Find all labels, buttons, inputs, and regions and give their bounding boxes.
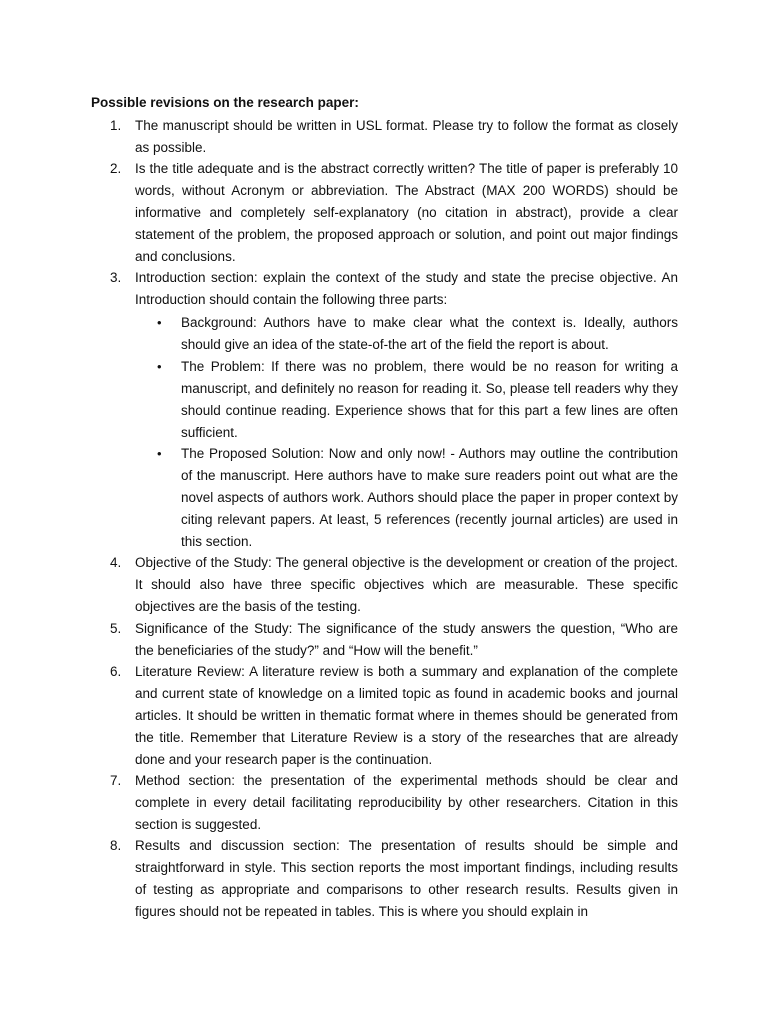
list-item-8	[110, 835, 678, 923]
list-item-text: Is the title adequate and is the abstract correctly written? The title of paper is preferably 10 words, without Acronym or abbreviation. The Abstract (MAX 200 WORDS) should be informative and completely self-explanatory (no citation in abstract), provide a clear statement of the problem, the proposed approach or solution, and point out major findings and conclusions.	[135, 161, 678, 264]
list-item-1	[110, 115, 678, 159]
list-item-number: 3.	[110, 270, 122, 285]
list-item-3	[110, 267, 678, 311]
list-item-number: 1.	[110, 118, 122, 133]
list-item-text: Literature Review: A literature review is both a summary and explanation of the complete and current state of knowledge on a limited topic as found in academic books and journal articles. It should be written in thematic format where in themes should be generated from the title. Remember that Literature Review is a story of the researches that are already done and your research paper is the continuation.	[135, 664, 678, 767]
list-item-number: 5.	[110, 621, 122, 636]
list-item-4	[110, 552, 678, 618]
bullet-marker: •	[157, 446, 162, 461]
list-item-number: 8.	[110, 838, 122, 853]
list-item-text: Introduction section: explain the context of the study and state the precise objective. An Introduction should contain the following three parts:	[135, 270, 678, 307]
list-item-text: Objective of the Study: The general objective is the development or creation of the project. It should also have three specific objectives which are measurable. These specific objectives are the basis of the testing.	[135, 555, 678, 614]
list-item-text: The manuscript should be written in USL format. Please try to follow the format as closely as possible.	[135, 118, 678, 155]
bullet-text: The Proposed Solution: Now and only now! - Authors may outline the contribution of the manuscript. Here authors have to make sure readers point out what are the novel aspects of authors work. Authors should place the paper in proper context by citing relevant papers. At least, 5 references (recently journal articles) are used in this section.	[181, 446, 678, 549]
bullet-item-problem	[157, 356, 678, 444]
list-item-number: 4.	[110, 555, 122, 570]
list-item-number: 7.	[110, 773, 122, 788]
document-title: Possible revisions on the research paper:	[91, 95, 359, 110]
list-item-7	[110, 770, 678, 836]
bullet-marker: •	[157, 315, 162, 330]
bullet-item-background	[157, 312, 678, 356]
list-item-2	[110, 158, 678, 268]
list-item-text: Results and discussion section: The presentation of results should be simple and straightforward in style. This section reports the most important findings, including results of testing as appropriate and comparisons to other research results. Results given in figures should not be repeated in tables. This is where you should explain in	[135, 838, 678, 919]
list-item-5	[110, 618, 678, 662]
list-item-text: Significance of the Study: The significance of the study answers the question, “Who are the beneficiaries of the study?” and “How will the benefit.”	[135, 621, 678, 658]
bullet-text: Background: Authors have to make clear what the context is. Ideally, authors should give an idea of the state-of-the art of the field the report is about.	[181, 315, 678, 352]
bullet-item-solution	[157, 443, 678, 553]
list-item-number: 2.	[110, 161, 122, 176]
list-item-text: Method section: the presentation of the experimental methods should be clear and complete in every detail facilitating reproducibility by other researchers. Citation in this section is suggested.	[135, 773, 678, 832]
bullet-text: The Problem: If there was no problem, there would be no reason for writing a manuscript, and definitely no reason for reading it. So, please tell readers why they should continue reading. Experience shows that for this part a few lines are often sufficient.	[181, 359, 678, 440]
list-item-6	[110, 661, 678, 771]
bullet-marker: •	[157, 359, 162, 374]
list-item-number: 6.	[110, 664, 122, 679]
